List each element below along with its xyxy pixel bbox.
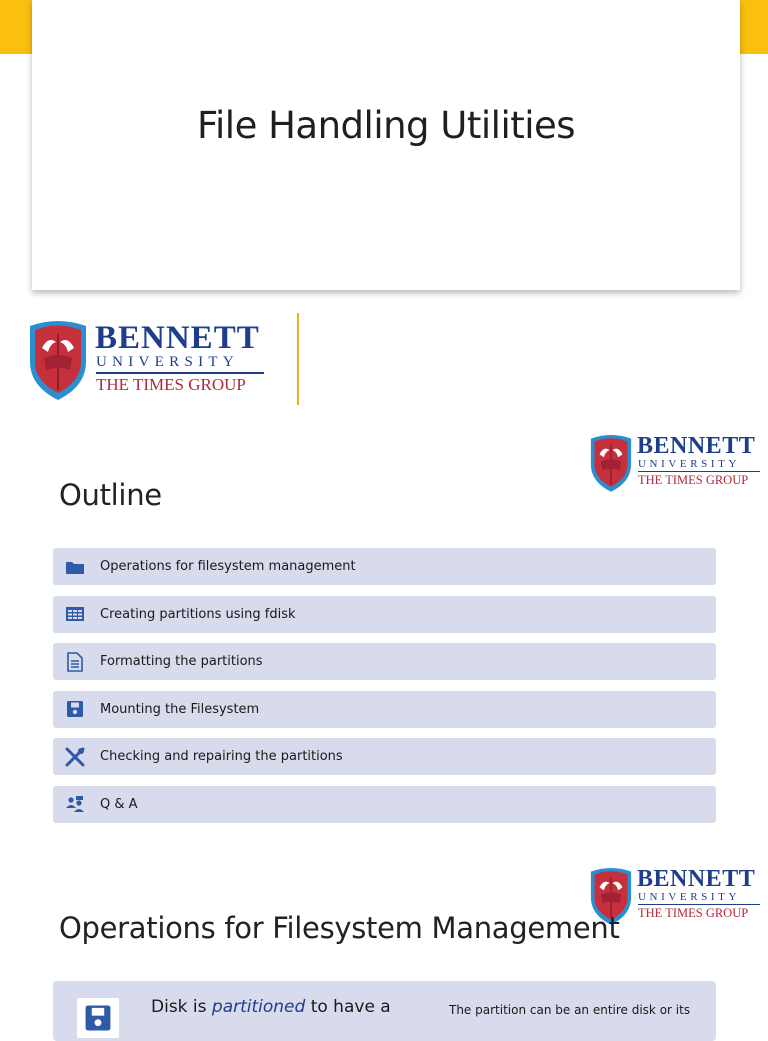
- accent-bar-left: [0, 0, 32, 54]
- logo-group: THE TIMES GROUP: [638, 906, 749, 920]
- logo-name: BENNETT: [637, 866, 756, 892]
- outline-item: [53, 548, 716, 585]
- users-icon: [64, 793, 86, 815]
- bennett-logo-large: [26, 318, 266, 402]
- title-slide-card: [32, 0, 740, 290]
- main-text-emphasis: partitioned: [211, 997, 306, 1017]
- outline-item-label: Checking and repairing the partitions: [100, 749, 343, 764]
- logo-university: UNIVERSITY: [96, 354, 239, 370]
- outline-item: [53, 643, 716, 680]
- tools-icon: [64, 746, 86, 768]
- logo-group: THE TIMES GROUP: [638, 473, 749, 487]
- table-icon: [64, 603, 86, 625]
- logo-rule: [638, 471, 760, 472]
- logo-group: THE TIMES GROUP: [96, 375, 246, 394]
- outline-item: [53, 596, 716, 633]
- info-box: [53, 981, 716, 1041]
- outline-item: [53, 786, 716, 823]
- logo-university: UNIVERSITY: [638, 458, 740, 470]
- main-text-suffix: to have a: [305, 997, 391, 1017]
- outline-title: Outline: [59, 478, 162, 512]
- outline-item-label: Operations for filesystem management: [100, 559, 356, 574]
- logo-rule: [96, 372, 264, 374]
- icon-tile: [77, 998, 119, 1038]
- info-side-text: The partition can be an entire disk or its: [449, 1003, 691, 1017]
- bennett-logo-small: [588, 432, 764, 494]
- outline-item-label: Creating partitions using fdisk: [100, 606, 296, 622]
- logo-rule: [638, 904, 760, 905]
- shield-logo-icon: [588, 432, 634, 494]
- floppy-disk-icon: [64, 698, 86, 720]
- folder-icon: [64, 556, 86, 578]
- logo-divider: [297, 313, 299, 405]
- logo-university: UNIVERSITY: [638, 891, 740, 903]
- document-icon: [64, 651, 86, 673]
- outline-item-label: Mounting the Filesystem: [100, 701, 260, 717]
- logo-name: BENNETT: [637, 433, 756, 459]
- outline-item-label: Q & A: [100, 796, 138, 812]
- shield-logo-icon: [26, 318, 90, 402]
- outline-list: [53, 548, 716, 833]
- slide-title: File Handling Utilities: [196, 104, 576, 147]
- outline-item: [53, 691, 716, 728]
- floppy-disk-icon: [84, 1004, 112, 1037]
- outline-item: [53, 738, 716, 775]
- info-main-text: [151, 997, 391, 1017]
- section-title: Operations for Filesystem Management: [59, 911, 620, 945]
- main-text-prefix: Disk is: [151, 997, 212, 1017]
- outline-item-label: Formatting the partitions: [100, 654, 263, 669]
- logo-name: BENNETT: [95, 320, 260, 356]
- accent-bar-right: [740, 0, 768, 54]
